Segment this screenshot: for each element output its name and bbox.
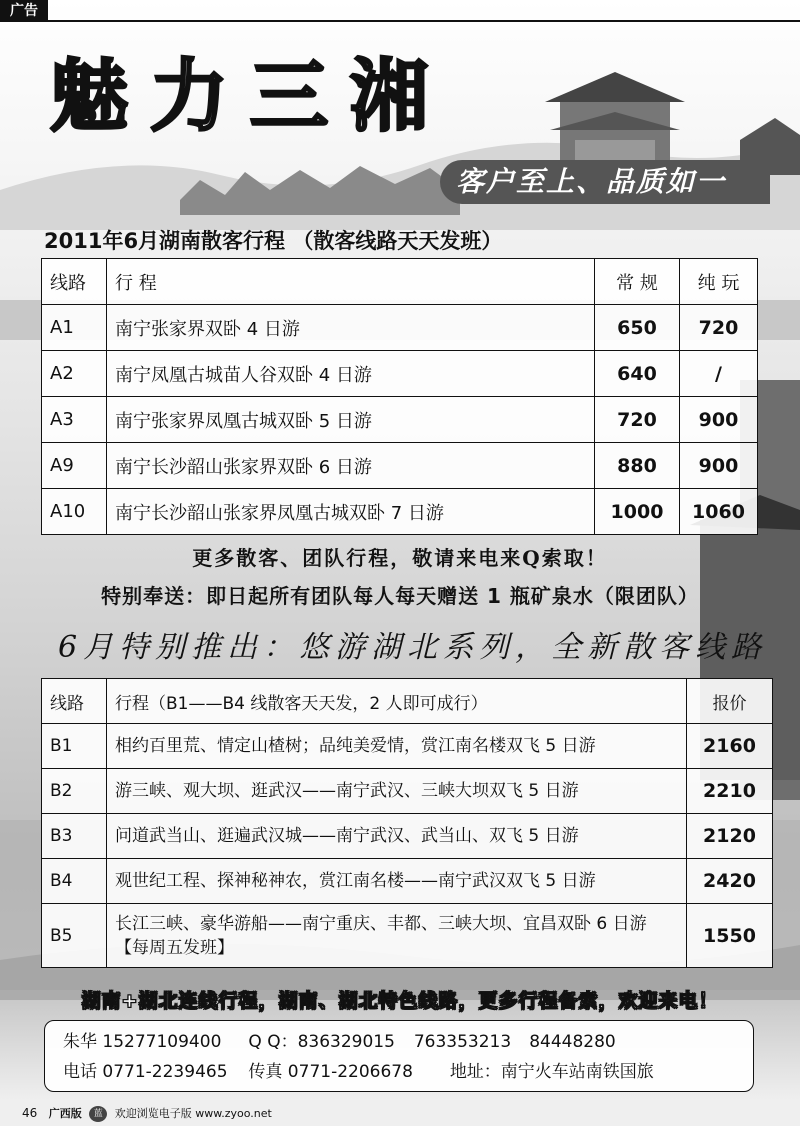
route-name: 相约百里荒、情定山楂树；品纯美爱情，赏江南名楼双飞 5 日游 [107, 724, 687, 769]
top-rule [48, 20, 800, 22]
contact-qq: Q Q：836329015 [248, 1032, 395, 1052]
route-name: 南宁凤凰古城苗人谷双卧 4 日游 [107, 351, 595, 397]
table-row [42, 305, 758, 351]
price-regular: 650 [595, 305, 680, 351]
route-name: 观世纪工程、探神秘神农，赏江南名楼——南宁武汉双飞 5 日游 [107, 859, 687, 904]
route-name: 南宁长沙韶山张家界凤凰古城双卧 7 日游 [107, 489, 595, 535]
contact-qq-3: 84448280 [529, 1032, 616, 1052]
table-header-row [42, 679, 773, 724]
price: 2160 [687, 724, 773, 769]
contact-fax: 传真 0771-2206678 [248, 1062, 413, 1082]
price-pure: 1060 [680, 489, 758, 535]
header-price: 报价 [687, 679, 773, 724]
hunan-route-table [41, 258, 758, 535]
price: 2420 [687, 859, 773, 904]
ad-tag: 广告 [0, 0, 48, 22]
price: 2210 [687, 769, 773, 814]
contact-tel: 电话 0771-2239465 [63, 1062, 228, 1082]
price-pure: 720 [680, 305, 758, 351]
price-regular: 1000 [595, 489, 680, 535]
edition-label: 广西版 [48, 1107, 82, 1120]
hunan-hubei-banner: 湖南+湖北连线行程，湖南、湖北特色线路，更多行程备索，欢迎来电！ [81, 990, 719, 1012]
header-regular: 常 规 [595, 259, 680, 305]
hunan-section-title: 2011年6月湖南散客行程 （散客线路天天发班） [44, 229, 503, 253]
page-footer [0, 1100, 800, 1126]
table-row [42, 904, 773, 968]
header-route: 行 程 [107, 259, 595, 305]
route-name: 南宁张家界凤凰古城双卧 5 日游 [107, 397, 595, 443]
table-row [42, 443, 758, 489]
route-code: B2 [42, 769, 107, 814]
contact-name-phone: 朱华 15277109400 [63, 1032, 222, 1052]
price-regular: 640 [595, 351, 680, 397]
route-name: 问道武当山、逛遍武汉城——南宁武汉、武当山、双飞 5 日游 [107, 814, 687, 859]
price-regular: 880 [595, 443, 680, 489]
route-code: A2 [42, 351, 107, 397]
price-pure: 900 [680, 443, 758, 489]
table-header-row [42, 259, 758, 305]
route-code: B4 [42, 859, 107, 904]
table-row [42, 814, 773, 859]
price-pure: / [680, 351, 758, 397]
promo-heading: 6月特别推出：悠游湖北系列，全新散客线路 [58, 630, 768, 665]
route-code: A1 [42, 305, 107, 351]
price: 2120 [687, 814, 773, 859]
route-code: A10 [42, 489, 107, 535]
header-pure: 纯 玩 [680, 259, 758, 305]
price-regular: 720 [595, 397, 680, 443]
page-number: 46 [22, 1106, 38, 1120]
hubei-route-table [41, 678, 773, 968]
route-name: 南宁长沙韶山张家界双卧 6 日游 [107, 443, 595, 489]
headline: 魅力三湘 [50, 51, 451, 142]
slogan: 客户至上、品质如一 [456, 165, 727, 198]
price-pure: 900 [680, 397, 758, 443]
route-code: B5 [42, 904, 107, 968]
header-code: 线路 [42, 679, 107, 724]
table-row [42, 397, 758, 443]
route-code: B1 [42, 724, 107, 769]
route-name: 南宁张家界双卧 4 日游 [107, 305, 595, 351]
footer-website-text[interactable]: 欢迎浏览电子版 www.zyoo.net [114, 1107, 272, 1120]
price: 1550 [687, 904, 773, 968]
table-row [42, 769, 773, 814]
table-row [42, 489, 758, 535]
contact-qq-2: 763353213 [413, 1032, 512, 1052]
route-code: A3 [42, 397, 107, 443]
route-code: A9 [42, 443, 107, 489]
table-row [42, 724, 773, 769]
route-code: B3 [42, 814, 107, 859]
publisher-logo-icon: 蓝 [89, 1106, 107, 1122]
header-code: 线路 [42, 259, 107, 305]
table-row [42, 351, 758, 397]
route-name: 长江三峡、豪华游船——南宁重庆、丰都、三峡大坝、宜昌双卧 6 日游【每周五发班】 [107, 904, 687, 968]
gift-note: 特别奉送：即日起所有团队每人每天赠送 1 瓶矿泉水（限团队） [101, 584, 699, 608]
contact-address: 地址：南宁火车站南铁国旅 [449, 1062, 654, 1082]
route-name: 游三峡、观大坝、逛武汉——南宁武汉、三峡大坝双飞 5 日游 [107, 769, 687, 814]
table-row [42, 859, 773, 904]
contact-box [44, 1020, 754, 1092]
contact-row [63, 1027, 735, 1057]
header-route: 行程（B1——B4 线散客天天发，2 人即可成行） [107, 679, 687, 724]
more-routes-note: 更多散客、团队行程，敬请来电来Q索取！ [192, 546, 608, 570]
contact-row [63, 1057, 735, 1087]
